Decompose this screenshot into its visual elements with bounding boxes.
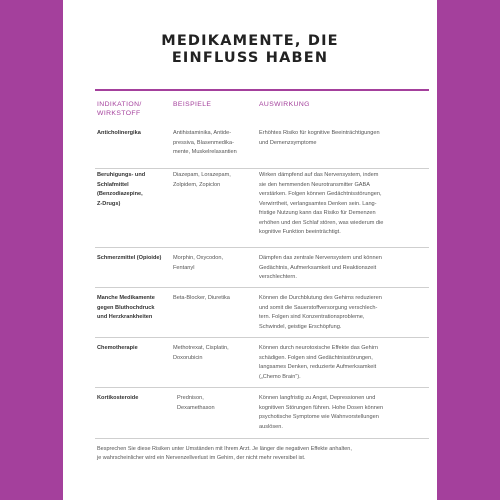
text-line: Anticholinergika — [97, 130, 141, 136]
text-line: Schwindel, geistige Erschöpfung. — [259, 323, 342, 330]
text-line: Dexamethason — [177, 404, 215, 411]
header-indication-line-2: WIRKSTOFF — [97, 110, 141, 117]
text-line: Kortikosteroide — [97, 395, 139, 401]
text-line: fristige Nutzung kann das Risiko für Demenzen — [259, 210, 376, 216]
examples-cell — [177, 394, 257, 413]
text-line: Können durch neurotoxische Effekte das Gehirn — [259, 345, 378, 351]
info-card — [63, 0, 437, 500]
text-line: Gedächtnis, Aufmerksamkeit und Reaktionszeit — [259, 264, 377, 271]
text-line: Beruhigungs- und — [97, 172, 146, 178]
header-indication-line-1: INDIKATION/ — [97, 101, 142, 108]
examples-cell — [173, 254, 253, 273]
text-line: Diazepam, Lorazepam, — [173, 172, 231, 178]
indication-cell — [97, 294, 173, 323]
indication-cell — [97, 394, 173, 404]
table-row — [95, 294, 429, 338]
text-line: psychotische Symptome wie Wahnvorstellungen — [259, 414, 379, 420]
text-line: verstärken. Folgen können Gedächtnisstörungen, — [259, 191, 382, 197]
table-row — [95, 344, 429, 388]
effect-cell — [259, 129, 427, 148]
text-line: Antihistaminika, Antide- — [173, 130, 232, 136]
text-line: schädigen. Folgen sind Gedächtnisstörungen, — [259, 354, 373, 361]
text-line: gegen Bluthochdruck — [97, 304, 155, 311]
header-effect: AUSWIRKUNG — [259, 101, 310, 108]
text-line: („Chemo Brain“). — [259, 373, 301, 380]
text-line: Fentanyl — [173, 264, 195, 271]
table-row — [95, 254, 429, 288]
examples-cell — [173, 294, 253, 304]
header-rule — [95, 89, 429, 91]
header-examples: BEISPIELE — [173, 101, 212, 108]
effect-cell — [259, 394, 427, 432]
text-line: Wirken dämpfend auf das Nervensystem, indem — [259, 172, 379, 178]
examples-cell — [173, 129, 253, 158]
table-row — [95, 394, 429, 439]
title-line-1: MEDIKAMENTE, DIE — [161, 33, 339, 49]
text-line: erhöhen und den Schlaf stören, was wiederum die — [259, 219, 384, 226]
effect-cell — [259, 171, 427, 238]
text-line: Schlafmittel — [97, 181, 129, 188]
text-line: Dämpfen das zentrale Nervensystem und können — [259, 255, 382, 261]
footer-line-2: je wahrscheinlicher wird ein Nervenzellverlust im Gehirn, der nicht mehr reversibel ist. — [97, 455, 306, 461]
footer-note — [97, 445, 427, 463]
text-line: und somit die Sauerstoffversorgung verschlech- — [259, 304, 378, 311]
indication-cell — [97, 171, 173, 209]
page-title — [63, 33, 437, 67]
text-line: Beta-Blocker, Diuretika — [173, 295, 230, 301]
table-row — [95, 171, 429, 248]
examples-cell — [173, 344, 253, 363]
text-line: Z-Drugs) — [97, 200, 121, 207]
text-line: Verwirrtheit, verlangsamtes Denken sein. Lang- — [259, 200, 377, 207]
effect-cell — [259, 344, 427, 382]
effect-cell — [259, 254, 427, 283]
text-line: Manche Medikamente — [97, 295, 155, 301]
indication-cell — [97, 254, 173, 264]
text-line: Chemotherapie — [97, 345, 138, 351]
text-line: (Benzodiazepine, — [97, 191, 143, 197]
text-line: Methotrexat, Cisplatin, — [173, 345, 229, 351]
text-line: verschlechtern. — [259, 274, 297, 280]
text-line: Können die Durchblutung des Gehirns reduzieren — [259, 295, 382, 301]
title-line-2: EINFLUSS HABEN — [171, 50, 329, 66]
text-line: und Demenzsymptome — [259, 139, 317, 146]
table-row — [95, 129, 429, 169]
text-line: mente, Muskelrelaxantien — [173, 149, 237, 155]
text-line: sie den hemmenden Neurotransmitter GABA — [259, 181, 370, 188]
text-line: Prednison, — [177, 395, 204, 401]
text-line: langsames Denken, reduzierte Aufmerksamkeit — [259, 364, 377, 370]
effect-cell — [259, 294, 427, 332]
text-line: pressiva, Blasenmedika- — [173, 139, 234, 146]
examples-cell — [173, 171, 253, 190]
indication-cell — [97, 344, 173, 354]
header-indication — [97, 100, 142, 118]
text-line: Zolpidem, Zopiclon — [173, 181, 221, 188]
indication-cell — [97, 129, 173, 139]
text-line: und Herzkrankheiten — [97, 314, 153, 320]
text-line: Können langfristig zu Angst, Depressionen und — [259, 395, 376, 401]
text-line: kognitive Funktion beeinträchtigt. — [259, 229, 341, 235]
text-line: tern. Folgen sind Konzentrationsprobleme, — [259, 314, 365, 320]
text-line: Morphin, Oxycodon, — [173, 255, 224, 261]
text-line: kognitiven Störungen führen. Hohe Dosen können — [259, 404, 384, 411]
text-line: Erhöhtes Risiko für kognitive Beeinträchtigungen — [259, 130, 380, 136]
text-line: Schmerzmittel (Opioide) — [97, 255, 162, 261]
text-line: Doxorubicin — [173, 354, 203, 361]
footer-line-1: Besprechen Sie diese Risiken unter Umständen mit Ihrem Arzt. Je länger die negativen Effekte anhalten, — [97, 446, 352, 452]
text-line: auslösen. — [259, 423, 283, 430]
